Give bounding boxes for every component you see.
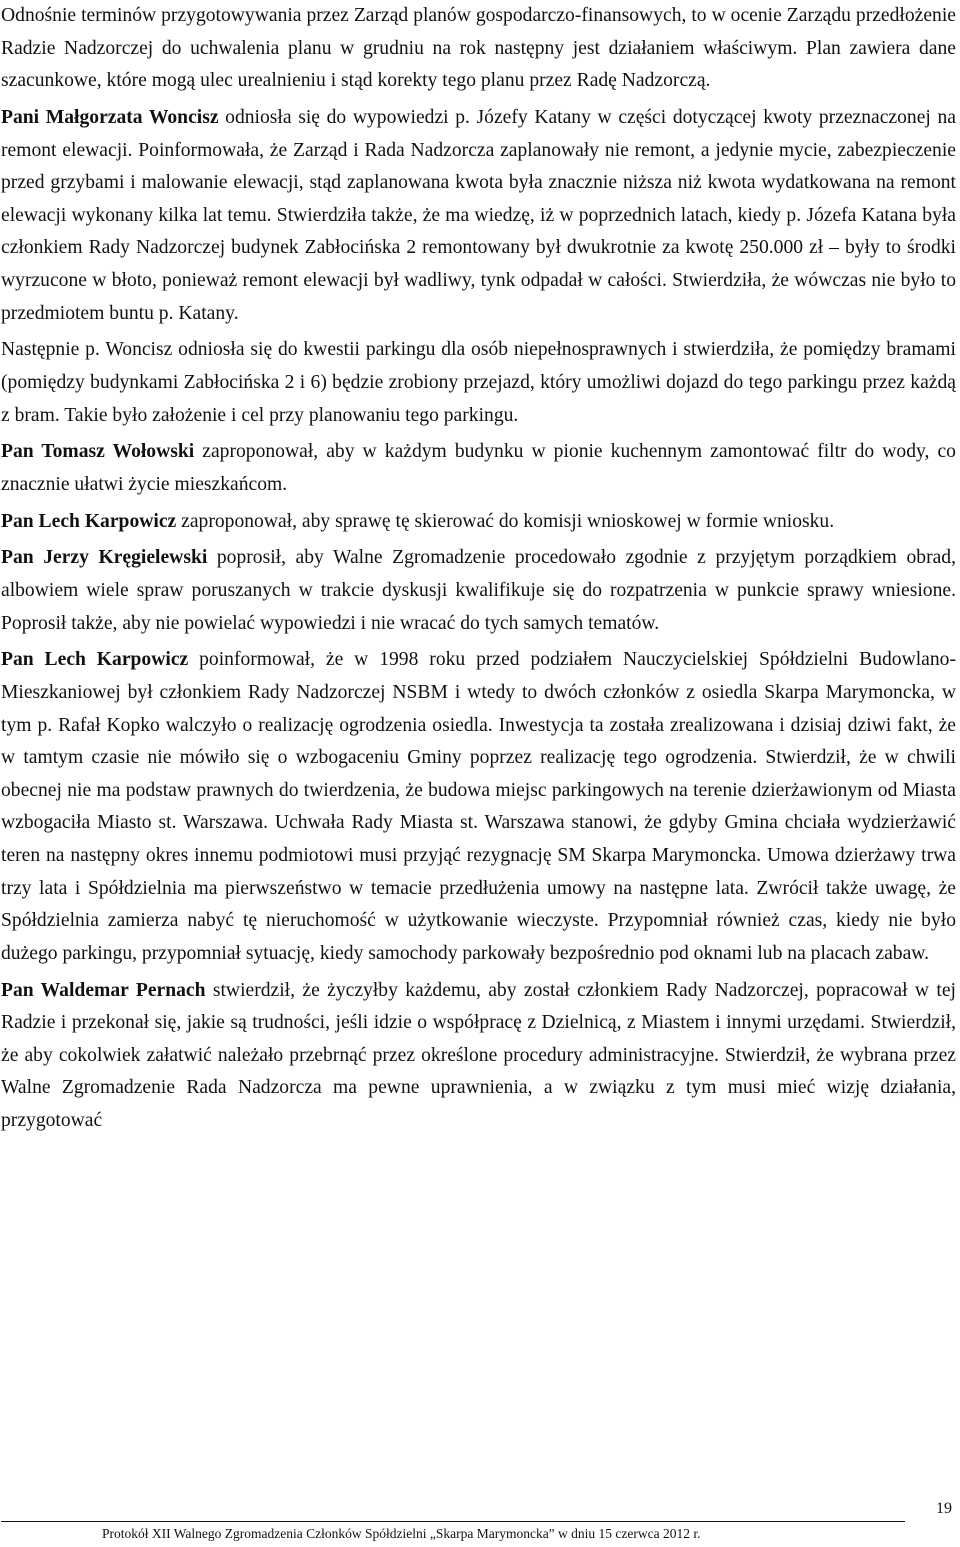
- paragraph-6: [1, 542, 956, 640]
- speaker-name: Pani Małgorzata Woncisz: [1, 106, 219, 128]
- paragraph-text: Następnie p. Woncisz odniosła się do kwestii parkingu dla osób niepełnosprawnych i stwierdziła, że pomiędzy bramami (pomiędzy budynkami Zabłocińska 2 i 6) będzie zrobiony przejazd, który umożliwi dojazd do tego parkingu przez każdą z bram. Takie było założenie i cel przy planowaniu tego parkingu.: [1, 339, 956, 426]
- paragraph-8: [1, 975, 956, 1138]
- speaker-name: Pan Lech Karpowicz: [1, 510, 177, 532]
- speaker-name: Pan Lech Karpowicz: [1, 649, 189, 671]
- paragraph-5: [1, 506, 956, 539]
- paragraph-2: [1, 102, 956, 330]
- paragraph-text: zaproponował, aby sprawę tę skierować do komisji wnioskowej w formie wniosku.: [176, 510, 835, 532]
- speaker-name: Pan Waldemar Pernach: [1, 979, 206, 1001]
- footer-caption: Protokół XII Walnego Zgromadzenia Członków Spółdzielni „Skarpa Marymoncka” w dniu 15 czerwca 2012 r.: [102, 1526, 701, 1541]
- paragraph-3: [1, 334, 956, 432]
- speaker-name: Pan Tomasz Wołowski: [1, 441, 195, 463]
- speaker-name: Pan Jerzy Kręgielewski: [1, 547, 208, 569]
- paragraph-text: poprosił, aby Walne Zgromadzenie procedowało zgodnie z przyjętym porządkiem obrad, albowiem wiele spraw poruszanych w trakcie dyskusji kwalifikuje się do rozpatrzenia w punkcie sprawy wniesione. Poprosił także, aby nie powielać wypowiedzi i nie wracać do tych samych tematów.: [1, 547, 956, 634]
- page-number: 19: [936, 1500, 952, 1517]
- paragraph-text: odniosła się do wypowiedzi p. Józefy Katany w części dotyczącej kwoty przeznaczonej na remont elewacji. Poinformowała, że Zarząd i Rada Nadzorcza zaplanowały nie remont, a jedynie mycie, zabezpieczenie przed grzybami i malowanie elewacji, stąd zaplanowana kwota była znacznie niższa niż kwota wydatkowana na remont elewacji wykonany kilka lat temu. Stwierdziła także, że ma wiedzę, iż w poprzednich latach, kiedy p. Józefa Katana była członkiem Rady Nadzorczej budynek Zabłocińska 2 remontowany był dwukrotnie za kwotę 250.000 zł – były to środki wyrzucone w błoto, ponieważ remont elewacji był wadliwy, tynk odpadał w całości. Stwierdziła, że wówczas nie było to przedmiotem buntu p. Katany.: [1, 106, 956, 324]
- footer-divider: [1, 1521, 905, 1522]
- paragraph-4: [1, 436, 956, 501]
- paragraph-7: [1, 644, 956, 970]
- paragraph-1: [1, 0, 956, 98]
- paragraph-text: stwierdził, że życzyłby każdemu, aby został członkiem Rady Nadzorczej, popracował w tej Radzie i przekonał się, jakie są trudności, jeśli idzie o współpracę z Dzielnicą, z Miastem i innymi urzędami. Stwierdził, że aby cokolwiek załatwić należało przebrnąć przez określone procedury administracyjne. Stwierdził, że wybrana przez Walne Zgromadzenie Rada Nadzorcza ma pewne uprawnienia, a w związku z tym musi mieć wizję działania, przygotować: [1, 979, 956, 1131]
- document-body: [1, 0, 956, 1142]
- paragraph-text: poinformował, że w 1998 roku przed podziałem Nauczycielskiej Spółdzielni Budowlano-Mieszkaniowej był członkiem Rady Nadzorczej NSBM i wtedy to dwóch członków z osiedla Skarpa Marymoncka, w tym p. Rafał Kopko walczyło o realizację ogrodzenia osiedla. Inwestycja ta została zrealizowana i dzisiaj dziwi fakt, że w tamtym czasie nie mówiło się o wzbogaceniu Gminy poprzez realizację tego ogrodzenia. Stwierdził, że w chwili obecnej nie ma podstaw prawnych do twierdzenia, że budowa miejsc parkingowych na terenie dzierżawionym od Miasta wzbogaciła Miasto st. Warszawa. Uchwała Rady Miasta st. Warszawa stanowi, że gdyby Gmina chciała wydzierżawić teren na następny okres innemu podmiotowi musi przyjąć rezygnację SM Skarpa Marymoncka. Umowa dzierżawy trwa trzy lata i Spółdzielnia ma pierwszeństwo w temacie przedłużenia umowy na następne lata. Zwrócił także uwagę, że Spółdzielnia zamierza nabyć tę nieruchomość w użytkowanie wieczyste. Przypomniał również czas, kiedy nie było dużego parkingu, przypomniał sytuację, kiedy samochody parkowały bezpośrednio pod oknami lub na placach zabaw.: [1, 649, 957, 964]
- paragraph-text: Odnośnie terminów przygotowywania przez Zarząd planów gospodarczo-finansowych, to w ocenie Zarządu przedłożenie Radzie Nadzorczej do uchwalenia planu w grudniu na rok następny jest działaniem właściwym. Plan zawiera dane szacunkowe, które mogą ulec urealnieniu i stąd korekty tego planu przez Radę Nadzorczą.: [1, 5, 956, 92]
- paragraph-text: zaproponował, aby w każdym budynku w pionie kuchennym zamontować filtr do wody, co znacznie ułatwi życie mieszkańcom.: [1, 441, 956, 495]
